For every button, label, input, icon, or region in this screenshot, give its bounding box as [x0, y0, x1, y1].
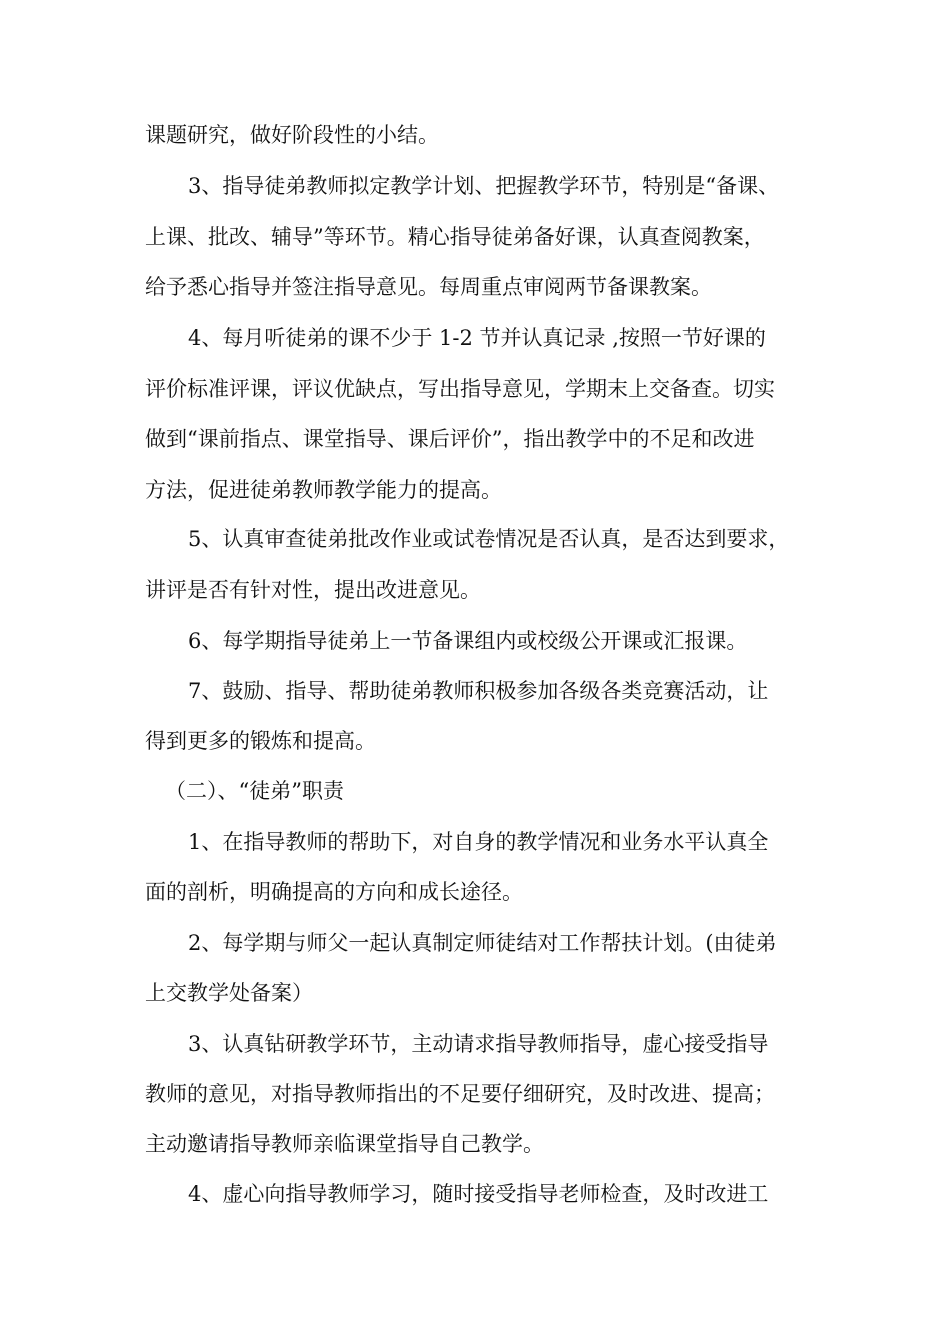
text-line: 给予悉心指导并签注指导意见。每周重点审阅两节备课教案。	[145, 275, 712, 299]
text-line: 方法，促进徒弟教师教学能力的提高。	[145, 478, 502, 502]
text-line: 4、虚心向指导教师学习，随时接受指导老师检查，及时改进工	[188, 1182, 769, 1206]
text-line: 4、每月听徒弟的课不少于 1-2 节并认真记录 ,按照一节好课的	[188, 326, 766, 350]
text-line: 得到更多的锻炼和提高。	[145, 729, 376, 753]
text-line: 7、鼓励、指导、帮助徒弟教师积极参加各级各类竞赛活动，让	[188, 679, 769, 703]
text-line: 面的剖析，明确提高的方向和成长途径。	[145, 880, 523, 904]
text-line: 3、认真钻研教学环节，主动请求指导教师指导，虚心接受指导	[188, 1032, 769, 1056]
text-line: 5、认真审查徒弟批改作业或试卷情况是否认真，是否达到要求，	[188, 527, 790, 551]
section-heading: （二）、“徒弟”职责	[165, 779, 344, 803]
text-line: 主动邀请指导教师亲临课堂指导自己教学。	[145, 1132, 544, 1156]
text-line: 上课、批改、辅导”等环节。精心指导徒弟备好课，认真查阅教案，	[145, 225, 765, 249]
text-line: 上交教学处备案）	[145, 981, 313, 1005]
text-line: 2、每学期与师父一起认真制定师徒结对工作帮扶计划。(由徒弟	[188, 931, 777, 955]
text-line: 做到“课前指点、课堂指导、课后评价”，指出教学中的不足和改进	[145, 427, 755, 451]
text-line: 评价标准评课，评议优缺点，写出指导意见，学期末上交备查。切实	[145, 377, 775, 401]
text-line: 教师的意见，对指导教师指出的不足要仔细研究，及时改进、提高；	[145, 1082, 775, 1106]
text-line: 课题研究，做好阶段性的小结。	[145, 123, 439, 147]
text-line: 1、在指导教师的帮助下，对自身的教学情况和业务水平认真全	[188, 830, 769, 854]
text-line: 6、每学期指导徒弟上一节备课组内或校级公开课或汇报课。	[188, 629, 748, 653]
text-line: 3、指导徒弟教师拟定教学计划、把握教学环节，特别是“备课、	[188, 174, 780, 198]
text-line: 讲评是否有针对性，提出改进意见。	[145, 578, 481, 602]
